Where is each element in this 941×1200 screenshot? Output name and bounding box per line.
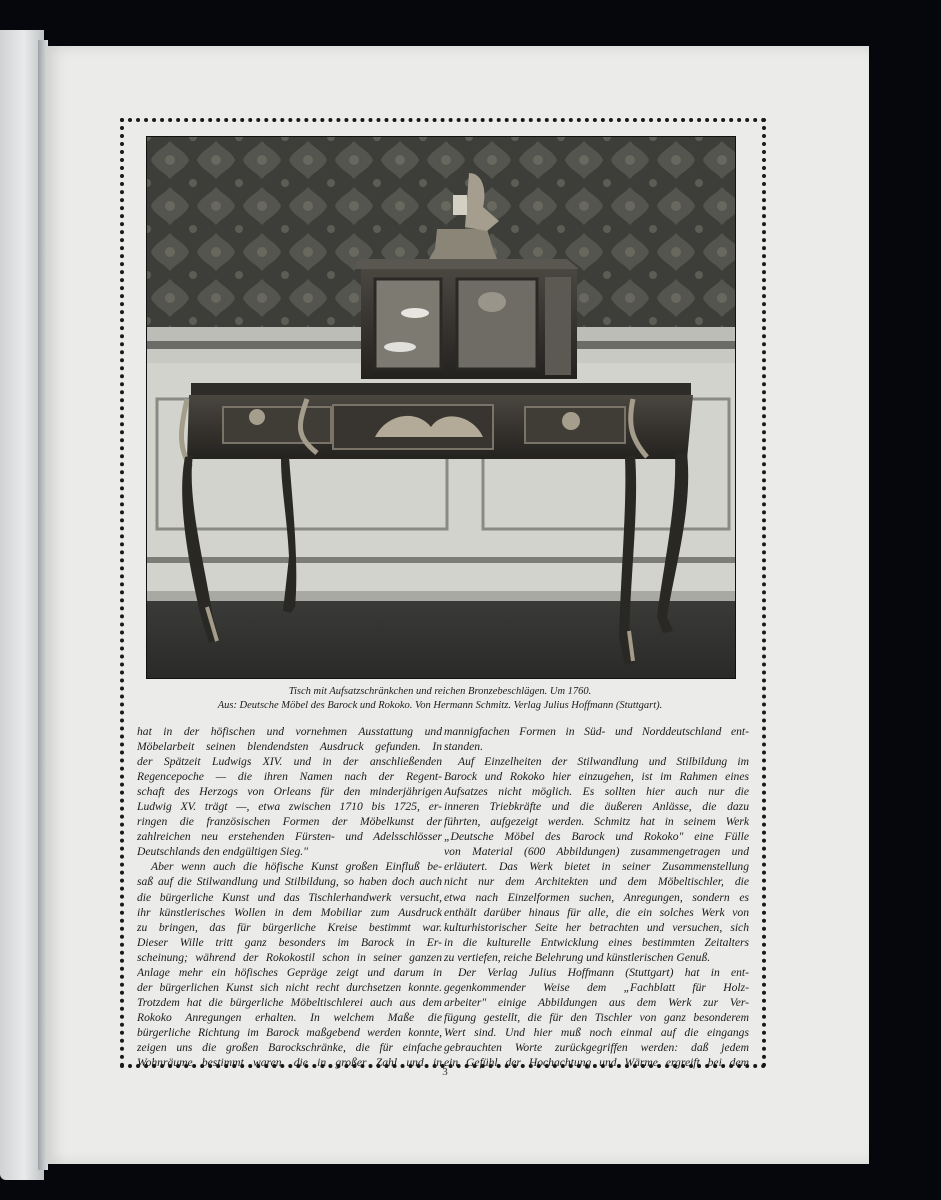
text-line: etwa nach Einzelformen suchen, Anregungen, sondern es [444,890,749,904]
page-number: 3 [442,1066,448,1078]
text-line: Der Verlag Julius Hoffmann (Stuttgart) hat in ent- [458,965,749,979]
text-line: Dieser Wille tritt ganz besonders im Barock in Er- [137,935,442,949]
text-line: Regencepoche — die ihren Namen nach der Regent- [137,770,442,784]
text-line: arbeiter" einige Abbildungen aus dem Werk zur Ver- [444,995,749,1009]
photo-caption-line-2: Aus: Deutsche Möbel des Barock und Rokoko. Von Hermann Schmitz. Verlag Julius Hoffmann (Stuttgart). [217,700,663,711]
left-text-column [137,724,442,1070]
text-line: standen. [444,740,483,754]
text-line: schaft des Herzogs von Orleans für den minderjährigen [137,785,442,799]
text-line: gegenkommender Weise dem „Fachblatt für Holz- [444,980,749,994]
text-line: bürgerliche Richtung im Barock maßgebend werden konnte, [137,1025,442,1039]
text-line: ein Gefühl der Hochachtung und Wärme ergreift bei dem [444,1056,749,1070]
text-line: der Spätzeit Ludwigs XIV. und in der anschließenden [137,755,442,769]
furniture-photograph [146,136,736,679]
text-line: Auf Einzelheiten der Stilwandlung und Stilbildung im [458,755,749,769]
right-text-column [444,724,749,1070]
text-line: Aufsatzes nicht möglich. Es sollten hier auch nur die [444,785,749,799]
photo-caption-line-1: Tisch mit Aufsatzschränkchen und reichen Bronzebeschlägen. Um 1760. [288,686,592,697]
text-line: inneren Triebkräfte und die äußeren Anlässe, die dazu [444,800,749,814]
text-line: Anlage mehr ein höfisches Gepräge zeigt und darum in [137,965,442,979]
text-line: fügung gestellt, die für den Tischler von ganz besonderem [444,1010,749,1024]
text-line: in die kulturelle Entwicklung eines bestimmten Zeitalters [444,935,749,949]
text-line: kulturhistorischer Seite her betrachten und versuchen, sich [444,920,749,934]
text-line: „Deutsche Möbel des Barock und Rokoko" eine Fülle [444,830,749,844]
text-line: die bürgerliche Kunst und das Tischlerhandwerk versucht, [137,890,442,904]
text-line: Deutschlands den endgültigen Sieg." [137,845,309,859]
text-line: nicht nur dem Architekten und dem Möbeltischler, die [444,875,749,889]
text-line: Trotzdem hat die bürgerliche Möbeltischlerei auch aus dem [137,995,442,1009]
text-line: ringen die französischen Formen der Möbelkunst der [137,815,442,829]
text-line: Möbelarbeit seinen blendendsten Ausdruck gefunden. In [137,740,442,754]
text-line: zu bringen, das für bürgerliche Kreise bestimmt war. [137,920,442,934]
text-line: Aber wenn auch die höfische Kunst großen Einfluß be- [151,860,442,874]
text-line: der bürgerlichen Kunst sich nicht recht durchsetzen konnte. [137,980,442,994]
text-line: Wohnräume bestimmt waren, die in großer Zahl und in [137,1056,442,1070]
text-line: ihr künstlerisches Wollen in dem Mobiliar zum Ausdruck [137,905,442,919]
text-line: Rokoko Anregungen erhalten. In welchem Maße die [137,1010,442,1024]
text-line: von Material (600 Abbildungen) zusammengetragen und [444,845,749,859]
text-line: Ludwig XV. trägt —, etwa zwischen 1710 bis 1725, er- [137,800,442,814]
text-line: saß auf die Stilwandlung und Stilbildung, so haben doch auch [137,875,442,889]
text-line: scheinung; während der Rokokostil schon in seiner ganzen [137,950,442,964]
text-line: enthält darüber hinaus für alle, die ein solches Werk von [444,905,749,919]
text-line: mannigfachen Formen in Süd- und Norddeutschland ent- [444,725,749,738]
text-line: Barock und Rokoko hier einzugehen, ist im Rahmen eines [444,770,749,784]
text-line: zeigen uns die großen Barockschränke, die für einfache [137,1040,442,1054]
text-line: führten, aufgezeigt werden. Schmitz hat in seinem Werk [444,815,749,829]
text-line: hat in der höfischen und vornehmen Ausstattung und [137,725,442,738]
text-line: zu vertiefen, reiche Belehrung und künstlerischen Genuß. [444,950,711,964]
text-line: Wert sind. Und hier muß noch einmal auf die eingangs [444,1025,749,1039]
text-line: zahlreichen neu erstehenden Fürsten- und Adelsschlösser [137,830,442,844]
text-line: erläutert. Das Werk bietet in seiner Zusammenstellung [444,860,749,874]
text-line: gebrauchten Worte zurückgegriffen werden: daß jedem [444,1040,749,1054]
